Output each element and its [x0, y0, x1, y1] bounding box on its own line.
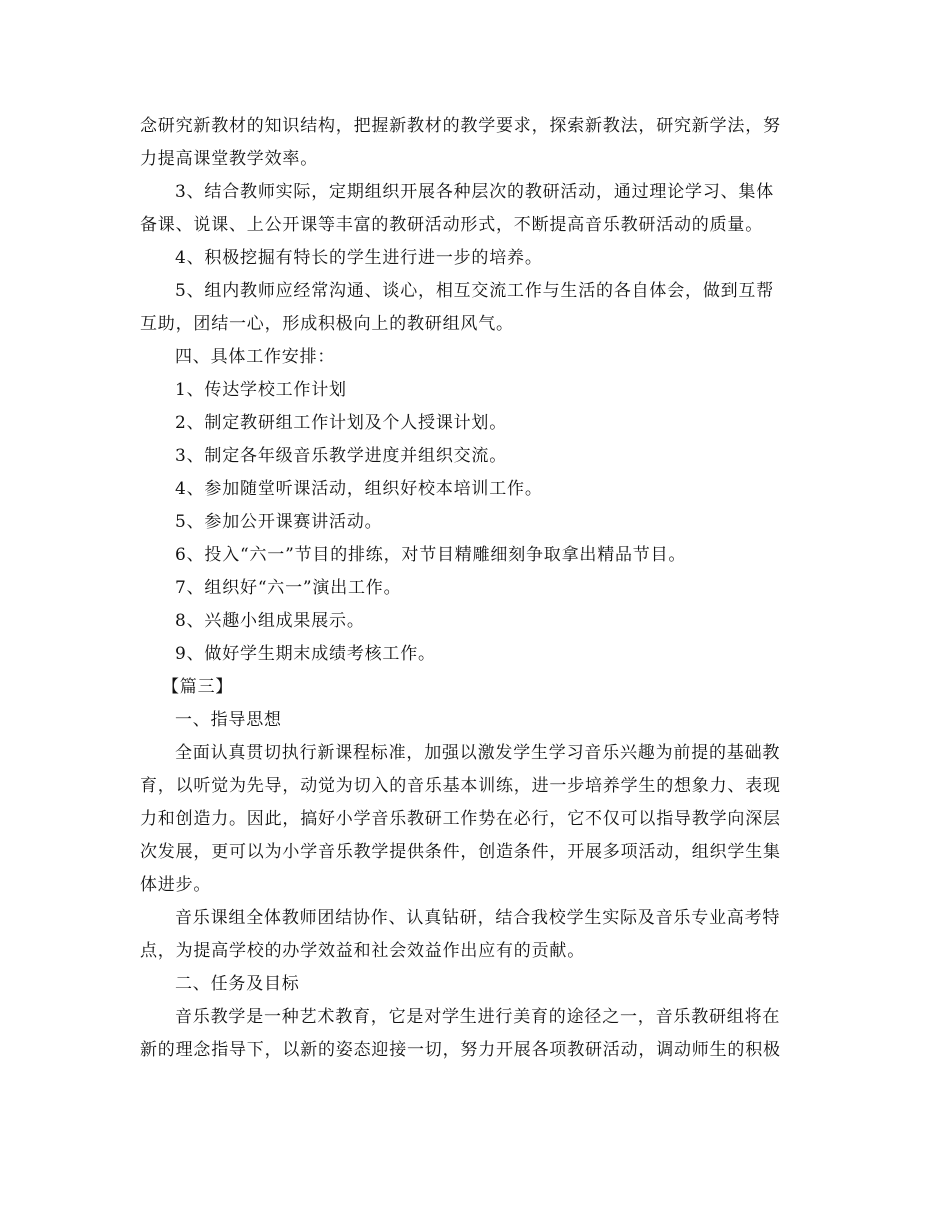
text-line: 8、兴趣小组成果展示。	[175, 611, 365, 631]
text-line: 【篇三】	[162, 677, 234, 697]
document-body	[140, 110, 820, 1067]
text-line: 4、积极挖掘有特长的学生进行进一步的培养。	[175, 248, 543, 268]
text-line: 点，为提高学校的办学效益和社会效益作出应有的贡献。	[140, 941, 585, 961]
text-line: 力和创造力。因此，搞好小学音乐教研工作势在必行，它不仅可以指导教学向深层	[140, 809, 781, 829]
text-line: 9、做好学生期末成绩考核工作。	[175, 644, 436, 664]
text-line: 6、投入“六一”节目的排练，对节目精雕细刻争取拿出精品节目。	[175, 545, 687, 565]
text-line: 力提高课堂教学效率。	[140, 149, 318, 169]
text-line: 备课、说课、上公开课等丰富的教研活动形式，不断提高音乐教研活动的质量。	[140, 215, 763, 235]
text-line: 次发展，更可以为小学音乐教学提供条件，创造条件，开展多项活动，组织学生集	[140, 842, 781, 862]
text-line: 一、指导思想	[175, 710, 282, 730]
text-line: 全面认真贯切执行新课程标准，加强以激发学生学习音乐兴趣为前提的基础教	[175, 743, 781, 763]
text-line: 4、参加随堂听课活动，组织好校本培训工作。	[175, 479, 543, 499]
text-line: 音乐教学是一种艺术教育，它是对学生进行美育的途径之一，音乐教研组将在	[175, 1007, 781, 1027]
text-line: 1、传达学校工作计划	[175, 380, 347, 400]
text-line: 念研究新教材的知识结构，把握新教材的教学要求，探索新教法，研究新学法，努	[140, 116, 781, 136]
text-line: 5、参加公开课赛讲活动。	[175, 512, 383, 532]
text-line: 2、制定教研组工作计划及个人授课计划。	[175, 413, 508, 433]
text-line: 音乐课组全体教师团结协作、认真钻研，结合我校学生实际及音乐专业高考特	[175, 908, 781, 928]
text-line: 新的理念指导下，以新的姿态迎接一切，努力开展各项教研活动，调动师生的积极	[140, 1040, 781, 1060]
text-line: 5、组内教师应经常沟通、谈心，相互交流工作与生活的各自体会，做到互帮	[175, 281, 775, 301]
text-line: 育，以听觉为先导，动觉为切入的音乐基本训练，进一步培养学生的想象力、表现	[140, 776, 781, 796]
text-line: 3、制定各年级音乐教学进度并组织交流。	[175, 446, 508, 466]
text-line: 7、组织好“六一”演出工作。	[175, 578, 402, 598]
text-line: 互助，团结一心，形成积极向上的教研组风气。	[140, 314, 514, 334]
text-line: 四、具体工作安排：	[175, 347, 336, 367]
text-line: 二、任务及目标	[175, 974, 300, 994]
text-line: 3、结合教师实际，定期组织开展各种层次的教研活动，通过理论学习、集体	[175, 182, 775, 202]
text-line: 体进步。	[140, 875, 212, 895]
